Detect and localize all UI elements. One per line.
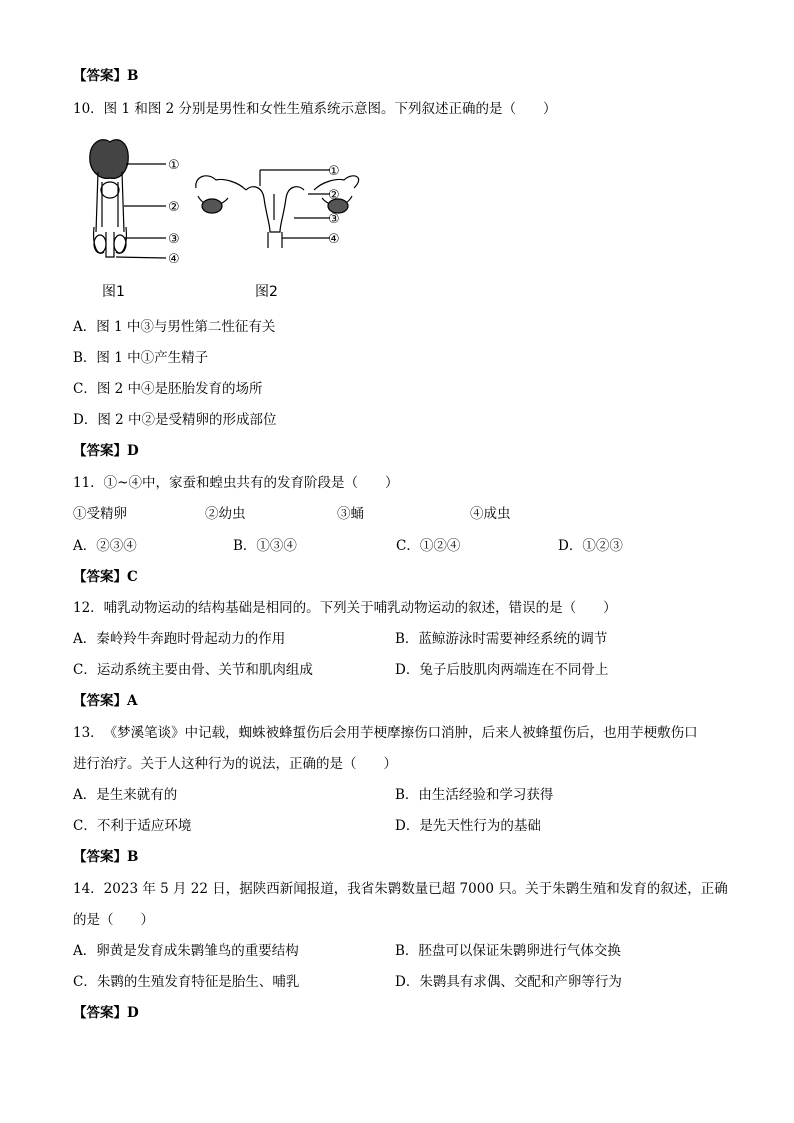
q14-option-b: B．胚盘可以保证朱鹮卵进行气体交换 — [395, 943, 621, 959]
q10-option-d: D．图 2 中②是受精卵的形成部位 — [73, 412, 277, 428]
fig2-callout-4: ④ — [328, 232, 340, 247]
q12-option-b: B．蓝鲸游泳时需要神经系统的调节 — [395, 631, 608, 647]
q12-option-a: A．秦岭羚牛奔跑时骨起动力的作用 — [73, 631, 286, 647]
fig1-callout-3: ③ — [168, 232, 180, 247]
answer-q11: 【答案】C — [73, 569, 138, 585]
q10-option-a: A．图 1 中③与男性第二性征有关 — [73, 319, 276, 335]
answer-q14: 【答案】D — [73, 1005, 139, 1021]
fig1-callout-4: ④ — [168, 252, 180, 267]
q14-option-c: C．朱鹮的生殖发育特征是胎生、哺乳 — [73, 974, 300, 990]
q12-option-d: D．兔子后肢肌肉两端连在不同骨上 — [395, 662, 609, 678]
q11-item-4: ④成虫 — [470, 506, 511, 522]
q13-option-b: B．由生活经验和学习获得 — [395, 787, 554, 803]
q14-option-a: A．卵黄是发育成朱鹮雏鸟的重要结构 — [73, 943, 299, 959]
q10-option-b: B．图 1 中①产生精子 — [73, 350, 209, 366]
figure-2-callouts — [324, 158, 354, 250]
q13-option-c: C．不利于适应环境 — [73, 818, 192, 834]
fig1-callout-2: ② — [168, 200, 180, 215]
fig2-callout-3: ③ — [328, 212, 340, 227]
q11-item-2: ②幼虫 — [205, 506, 246, 522]
q11-option-a: A．②③④ — [73, 538, 137, 554]
question-10-stem: 10．图 1 和图 2 分别是男性和女性生殖系统示意图。下列叙述正确的是（ ） — [73, 101, 557, 117]
q12-option-c: C．运动系统主要由骨、关节和肌肉组成 — [73, 662, 313, 678]
q13-option-a: A．是生来就有的 — [73, 787, 178, 803]
fig2-callout-1: ① — [328, 164, 340, 179]
question-12-stem: 12．哺乳动物运动的结构基础是相同的。下列关于哺乳动物运动的叙述，错误的是（ ） — [73, 600, 617, 616]
question-14-stem-line1: 14．2023 年 5 月 22 日，据陕西新闻报道，我省朱鹮数量已超 7000 只。关于朱鹮生殖和发育的叙述，正确 — [73, 881, 728, 897]
question-13-stem-line1: 13． 《梦溪笔谈》中记载，蜘蛛被蜂蜇伤后会用芋梗摩擦伤口消肿，后来人被蜂蜇伤后，也用芋梗敷伤口 — [73, 725, 698, 741]
answer-q13: 【答案】B — [73, 849, 139, 865]
q11-option-c: C．①②④ — [396, 538, 461, 554]
question-14-stem-line2: 的是（ ） — [73, 912, 154, 928]
question-13-stem-line2: 进行治疗。关于人这种行为的说法，正确的是（ ） — [73, 756, 397, 772]
answer-q9: 【答案】B — [73, 68, 139, 84]
figure-1-male-diagram — [80, 132, 190, 272]
answer-q10: 【答案】D — [73, 443, 139, 459]
figure-1-caption: 图1 — [102, 284, 125, 300]
q11-item-3: ③蛹 — [337, 506, 364, 522]
q13-option-d: D．是先天性行为的基础 — [395, 818, 541, 834]
q11-item-1: ①受精卵 — [73, 506, 127, 522]
q11-option-b: B．①③④ — [233, 538, 297, 554]
fig2-callout-2: ② — [328, 188, 340, 203]
question-11-stem: 11．①~④中，家蚕和蝗虫共有的发育阶段是（ ） — [73, 475, 399, 491]
q10-option-c: C．图 2 中④是胚胎发育的场所 — [73, 381, 263, 397]
figure-2-caption: 图2 — [255, 284, 278, 300]
fig1-callout-1: ① — [168, 158, 180, 173]
answer-q12: 【答案】A — [73, 693, 138, 709]
q11-option-d: D．①②③ — [558, 538, 623, 554]
q14-option-d: D．朱鹮具有求偶、交配和产卵等行为 — [395, 974, 622, 990]
